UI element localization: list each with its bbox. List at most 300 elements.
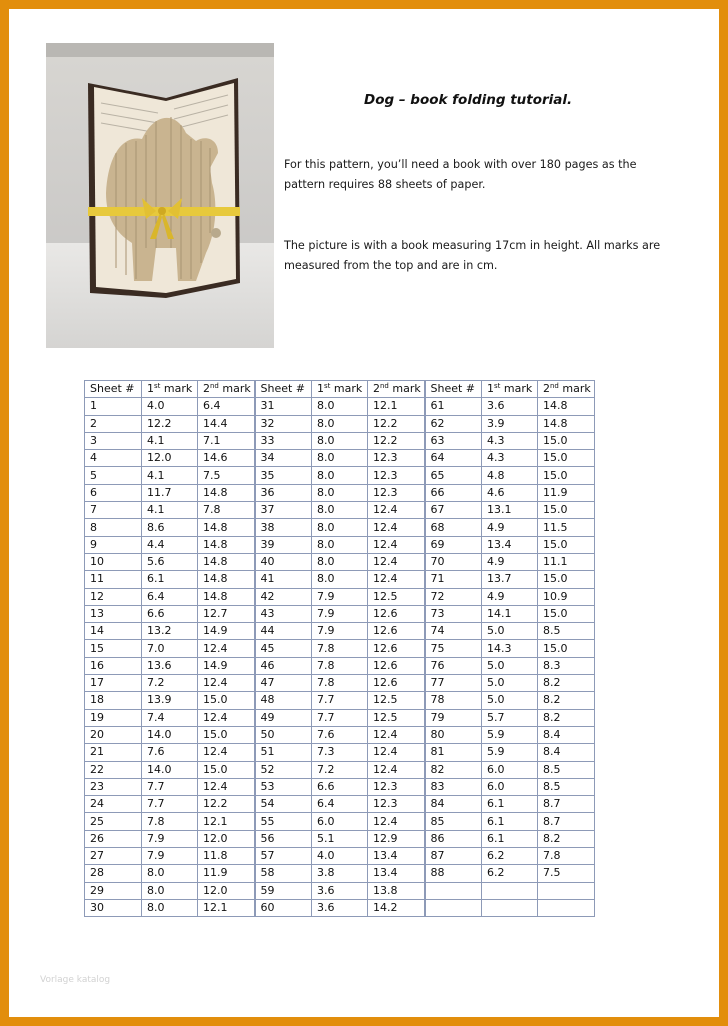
cell-first-mark: 11.7 xyxy=(142,484,198,501)
table-row xyxy=(85,519,595,536)
table-row xyxy=(85,675,595,692)
cell-second-mark: 12.4 xyxy=(368,519,425,536)
cell-sheet: 7 xyxy=(85,502,142,519)
cell-second-mark: 11.8 xyxy=(198,848,255,865)
cell-sheet: 61 xyxy=(425,398,482,415)
table-row xyxy=(85,796,595,813)
cell-sheet: 50 xyxy=(255,726,312,743)
cell-sheet: 36 xyxy=(255,484,312,501)
cell-sheet: 85 xyxy=(425,813,482,830)
cell-sheet: 66 xyxy=(425,484,482,501)
cell-first-mark: 4.3 xyxy=(482,432,538,449)
cell-sheet: 65 xyxy=(425,467,482,484)
cell-second-mark: 8.7 xyxy=(538,796,595,813)
cell-first-mark: 6.1 xyxy=(482,796,538,813)
cell-first-mark: 5.0 xyxy=(482,675,538,692)
cell-sheet: 30 xyxy=(85,899,142,916)
cell-first-mark: 13.1 xyxy=(482,502,538,519)
header-second-mark: 2nd mark xyxy=(368,381,425,398)
cell-first-mark: 5.1 xyxy=(312,830,368,847)
cell-sheet: 28 xyxy=(85,865,142,882)
table-row xyxy=(85,640,595,657)
table-row xyxy=(85,761,595,778)
cell-sheet: 2 xyxy=(85,415,142,432)
cell-sheet: 47 xyxy=(255,675,312,692)
table-row xyxy=(85,432,595,449)
cell-sheet: 64 xyxy=(425,450,482,467)
cell-second-mark: 14.8 xyxy=(198,519,255,536)
table-row xyxy=(85,605,595,622)
cell-sheet: 67 xyxy=(425,502,482,519)
cell-sheet: 58 xyxy=(255,865,312,882)
cell-second-mark: 14.8 xyxy=(198,571,255,588)
cell-second-mark: 12.5 xyxy=(368,709,425,726)
cell-sheet: 16 xyxy=(85,657,142,674)
cell-sheet: 44 xyxy=(255,623,312,640)
cell-second-mark: 11.5 xyxy=(538,519,595,536)
cell-sheet: 54 xyxy=(255,796,312,813)
cell-sheet: 11 xyxy=(85,571,142,588)
table-row xyxy=(85,398,595,415)
cell-second-mark: 7.8 xyxy=(198,502,255,519)
cell-sheet: 24 xyxy=(85,796,142,813)
cell-first-mark: 12.2 xyxy=(142,415,198,432)
cell-sheet: 40 xyxy=(255,553,312,570)
cell-second-mark: 8.2 xyxy=(538,709,595,726)
cell-sheet: 57 xyxy=(255,848,312,865)
cell-second-mark: 12.9 xyxy=(368,830,425,847)
cell-second-mark: 12.5 xyxy=(368,692,425,709)
cell-sheet: 74 xyxy=(425,623,482,640)
folded-book-dog-photo xyxy=(46,43,274,348)
cell-second-mark: 8.2 xyxy=(538,675,595,692)
cell-sheet: 62 xyxy=(425,415,482,432)
header-first-mark: 1st mark xyxy=(142,381,198,398)
cell-sheet: 72 xyxy=(425,588,482,605)
cell-first-mark: 13.7 xyxy=(482,571,538,588)
cell-second-mark: 12.3 xyxy=(368,450,425,467)
cell-second-mark: 8.5 xyxy=(538,623,595,640)
cell-second-mark: 8.2 xyxy=(538,830,595,847)
cell-sheet: 86 xyxy=(425,830,482,847)
cell-second-mark: 8.7 xyxy=(538,813,595,830)
header-first-mark: 1st mark xyxy=(312,381,368,398)
cell-first-mark: 3.6 xyxy=(482,398,538,415)
cell-first-mark: 8.0 xyxy=(312,467,368,484)
cell-second-mark: 15.0 xyxy=(538,536,595,553)
cell-first-mark: 6.6 xyxy=(312,778,368,795)
cell-first-mark: 8.0 xyxy=(312,553,368,570)
book-photo-illustration xyxy=(46,43,274,348)
cell-sheet: 33 xyxy=(255,432,312,449)
cell-second-mark: 15.0 xyxy=(538,432,595,449)
cell-first-mark: 8.0 xyxy=(312,398,368,415)
cell-first-mark: 7.2 xyxy=(142,675,198,692)
cell-sheet: 69 xyxy=(425,536,482,553)
cell-sheet: 84 xyxy=(425,796,482,813)
cell-second-mark: 12.4 xyxy=(368,813,425,830)
cell-first-mark: 3.8 xyxy=(312,865,368,882)
table-row xyxy=(85,450,595,467)
cell-first-mark: 6.4 xyxy=(312,796,368,813)
cell-first-mark: 3.6 xyxy=(312,899,368,916)
cell-first-mark: 7.0 xyxy=(142,640,198,657)
cell-sheet: 26 xyxy=(85,830,142,847)
cell-sheet: 71 xyxy=(425,571,482,588)
cell-second-mark: 11.9 xyxy=(538,484,595,501)
cell-first-mark: 4.8 xyxy=(482,467,538,484)
cell-second-mark: 14.6 xyxy=(198,450,255,467)
cell-sheet: 49 xyxy=(255,709,312,726)
cell-second-mark: 12.1 xyxy=(198,899,255,916)
table-row xyxy=(85,899,595,916)
cell-sheet: 20 xyxy=(85,726,142,743)
header-sheet: Sheet # xyxy=(85,381,142,398)
folding-pattern-table xyxy=(84,380,595,917)
cell-second-mark: 12.6 xyxy=(368,605,425,622)
cell-sheet: 76 xyxy=(425,657,482,674)
cell-second-mark: 14.2 xyxy=(368,899,425,916)
cell-first-mark: 4.1 xyxy=(142,502,198,519)
cell-first-mark: 7.4 xyxy=(142,709,198,726)
cell-sheet: 55 xyxy=(255,813,312,830)
cell-second-mark: 12.3 xyxy=(368,796,425,813)
cell-sheet: 1 xyxy=(85,398,142,415)
cell-first-mark: 6.0 xyxy=(482,778,538,795)
cell-second-mark: 15.0 xyxy=(538,571,595,588)
cell-first-mark: 8.0 xyxy=(312,432,368,449)
cell-first-mark: 4.9 xyxy=(482,588,538,605)
cell-sheet xyxy=(425,882,482,899)
cell-first-mark: 7.7 xyxy=(142,796,198,813)
cell-first-mark: 6.0 xyxy=(482,761,538,778)
cell-first-mark: 4.4 xyxy=(142,536,198,553)
cell-second-mark xyxy=(538,899,595,916)
cell-sheet: 48 xyxy=(255,692,312,709)
cell-second-mark: 13.4 xyxy=(368,865,425,882)
cell-first-mark: 13.6 xyxy=(142,657,198,674)
cell-first-mark: 7.7 xyxy=(312,709,368,726)
cell-first-mark: 7.9 xyxy=(142,848,198,865)
cell-first-mark: 4.9 xyxy=(482,519,538,536)
cell-sheet: 5 xyxy=(85,467,142,484)
cell-first-mark: 6.0 xyxy=(312,813,368,830)
cell-second-mark: 12.7 xyxy=(198,605,255,622)
cell-second-mark: 8.3 xyxy=(538,657,595,674)
cell-second-mark: 12.4 xyxy=(368,726,425,743)
cell-first-mark: 6.6 xyxy=(142,605,198,622)
cell-first-mark: 5.0 xyxy=(482,692,538,709)
cell-first-mark: 6.1 xyxy=(142,571,198,588)
cell-sheet: 37 xyxy=(255,502,312,519)
cell-second-mark: 14.8 xyxy=(538,415,595,432)
cell-sheet: 75 xyxy=(425,640,482,657)
cell-sheet: 83 xyxy=(425,778,482,795)
cell-second-mark: 15.0 xyxy=(538,467,595,484)
cell-sheet: 6 xyxy=(85,484,142,501)
cell-second-mark: 12.4 xyxy=(198,640,255,657)
cell-second-mark: 12.6 xyxy=(368,657,425,674)
cell-sheet: 31 xyxy=(255,398,312,415)
cell-second-mark: 11.9 xyxy=(198,865,255,882)
cell-sheet: 79 xyxy=(425,709,482,726)
table-row xyxy=(85,657,595,674)
table-row xyxy=(85,848,595,865)
cell-first-mark: 7.9 xyxy=(312,623,368,640)
cell-sheet: 32 xyxy=(255,415,312,432)
cell-first-mark: 5.7 xyxy=(482,709,538,726)
cell-sheet: 22 xyxy=(85,761,142,778)
cell-second-mark: 13.4 xyxy=(368,848,425,865)
table-row xyxy=(85,467,595,484)
cell-first-mark xyxy=(482,882,538,899)
cell-first-mark: 7.6 xyxy=(312,726,368,743)
cell-sheet: 25 xyxy=(85,813,142,830)
cell-second-mark: 6.4 xyxy=(198,398,255,415)
cell-first-mark: 14.3 xyxy=(482,640,538,657)
cell-second-mark: 12.4 xyxy=(368,571,425,588)
cell-first-mark: 7.8 xyxy=(312,675,368,692)
cell-second-mark: 12.4 xyxy=(198,778,255,795)
cell-second-mark: 15.0 xyxy=(538,605,595,622)
table-row xyxy=(85,692,595,709)
cell-second-mark: 8.4 xyxy=(538,726,595,743)
cell-sheet: 12 xyxy=(85,588,142,605)
cell-sheet: 10 xyxy=(85,553,142,570)
cell-second-mark: 12.4 xyxy=(368,502,425,519)
cell-first-mark: 8.0 xyxy=(142,865,198,882)
cell-sheet: 34 xyxy=(255,450,312,467)
cell-sheet: 19 xyxy=(85,709,142,726)
cell-second-mark: 12.4 xyxy=(198,709,255,726)
cell-first-mark: 4.1 xyxy=(142,467,198,484)
table-row xyxy=(85,484,595,501)
cell-first-mark: 8.6 xyxy=(142,519,198,536)
cell-sheet: 9 xyxy=(85,536,142,553)
cell-sheet: 87 xyxy=(425,848,482,865)
cell-second-mark: 12.2 xyxy=(368,432,425,449)
cell-first-mark: 8.0 xyxy=(312,536,368,553)
cell-first-mark: 14.0 xyxy=(142,761,198,778)
cell-sheet: 60 xyxy=(255,899,312,916)
cell-sheet: 70 xyxy=(425,553,482,570)
cell-second-mark: 15.0 xyxy=(538,450,595,467)
cell-sheet: 14 xyxy=(85,623,142,640)
cell-first-mark: 5.0 xyxy=(482,623,538,640)
table-header-row xyxy=(85,381,595,398)
cell-first-mark: 8.0 xyxy=(142,882,198,899)
cell-second-mark: 10.9 xyxy=(538,588,595,605)
cell-second-mark: 14.8 xyxy=(198,588,255,605)
cell-second-mark: 7.1 xyxy=(198,432,255,449)
cell-second-mark: 12.3 xyxy=(368,778,425,795)
cell-second-mark: 7.5 xyxy=(198,467,255,484)
cell-first-mark: 4.6 xyxy=(482,484,538,501)
cell-second-mark: 8.4 xyxy=(538,744,595,761)
cell-sheet: 41 xyxy=(255,571,312,588)
cell-second-mark: 12.6 xyxy=(368,640,425,657)
table-row xyxy=(85,830,595,847)
cell-sheet: 52 xyxy=(255,761,312,778)
cell-second-mark: 8.5 xyxy=(538,778,595,795)
cell-first-mark: 7.7 xyxy=(312,692,368,709)
cell-first-mark: 7.9 xyxy=(312,605,368,622)
cell-first-mark: 8.0 xyxy=(142,899,198,916)
cell-second-mark: 15.0 xyxy=(198,726,255,743)
cell-first-mark: 13.9 xyxy=(142,692,198,709)
table-row xyxy=(85,726,595,743)
cell-second-mark: 11.1 xyxy=(538,553,595,570)
cell-first-mark: 8.0 xyxy=(312,484,368,501)
cell-sheet: 17 xyxy=(85,675,142,692)
cell-first-mark: 6.2 xyxy=(482,865,538,882)
cell-first-mark: 3.9 xyxy=(482,415,538,432)
cell-first-mark: 8.0 xyxy=(312,415,368,432)
cell-second-mark: 15.0 xyxy=(538,502,595,519)
cell-second-mark: 12.4 xyxy=(368,536,425,553)
cell-second-mark: 12.0 xyxy=(198,882,255,899)
cell-second-mark: 12.0 xyxy=(198,830,255,847)
cell-sheet: 27 xyxy=(85,848,142,865)
cell-first-mark: 7.2 xyxy=(312,761,368,778)
cell-sheet: 15 xyxy=(85,640,142,657)
cell-first-mark: 7.8 xyxy=(312,657,368,674)
cell-second-mark: 8.5 xyxy=(538,761,595,778)
cell-sheet: 59 xyxy=(255,882,312,899)
watermark-text: Vorlage katalog xyxy=(40,975,111,985)
cell-sheet: 46 xyxy=(255,657,312,674)
cell-second-mark: 14.9 xyxy=(198,623,255,640)
cell-second-mark: 12.4 xyxy=(368,744,425,761)
header-second-mark: 2nd mark xyxy=(538,381,595,398)
cell-sheet: 4 xyxy=(85,450,142,467)
cell-sheet: 68 xyxy=(425,519,482,536)
table-row xyxy=(85,536,595,553)
cell-sheet: 88 xyxy=(425,865,482,882)
cell-first-mark: 8.0 xyxy=(312,502,368,519)
cell-first-mark: 7.9 xyxy=(312,588,368,605)
cell-second-mark: 14.8 xyxy=(198,553,255,570)
cell-second-mark: 14.8 xyxy=(198,536,255,553)
cell-second-mark: 12.2 xyxy=(368,415,425,432)
cell-first-mark: 13.4 xyxy=(482,536,538,553)
table-row xyxy=(85,865,595,882)
cell-second-mark: 12.4 xyxy=(198,744,255,761)
cell-sheet: 53 xyxy=(255,778,312,795)
table-row xyxy=(85,588,595,605)
cell-sheet: 51 xyxy=(255,744,312,761)
cell-first-mark: 7.8 xyxy=(312,640,368,657)
cell-second-mark: 15.0 xyxy=(198,692,255,709)
cell-sheet: 38 xyxy=(255,519,312,536)
cell-first-mark: 3.6 xyxy=(312,882,368,899)
table-body xyxy=(85,398,595,917)
cell-first-mark: 8.0 xyxy=(312,519,368,536)
cell-first-mark: 6.4 xyxy=(142,588,198,605)
cell-first-mark: 5.9 xyxy=(482,726,538,743)
header-sheet: Sheet # xyxy=(425,381,482,398)
cell-second-mark: 12.4 xyxy=(198,675,255,692)
cell-second-mark: 12.6 xyxy=(368,675,425,692)
cell-sheet: 43 xyxy=(255,605,312,622)
cell-second-mark: 7.5 xyxy=(538,865,595,882)
cell-second-mark xyxy=(538,882,595,899)
cell-sheet: 81 xyxy=(425,744,482,761)
cell-second-mark: 12.2 xyxy=(198,796,255,813)
table-row xyxy=(85,553,595,570)
measurement-paragraph: The picture is with a book measuring 17cm in height. All marks are measured from the top and are in cm. xyxy=(284,239,661,272)
cell-second-mark: 12.4 xyxy=(368,761,425,778)
cell-sheet: 42 xyxy=(255,588,312,605)
cell-first-mark: 6.2 xyxy=(482,848,538,865)
table-row xyxy=(85,882,595,899)
cell-sheet: 39 xyxy=(255,536,312,553)
cell-first-mark: 4.0 xyxy=(142,398,198,415)
cell-sheet: 63 xyxy=(425,432,482,449)
cell-first-mark: 7.6 xyxy=(142,744,198,761)
cell-second-mark: 12.3 xyxy=(368,484,425,501)
cell-sheet: 80 xyxy=(425,726,482,743)
cell-first-mark: 7.3 xyxy=(312,744,368,761)
cell-sheet: 78 xyxy=(425,692,482,709)
cell-first-mark: 6.1 xyxy=(482,813,538,830)
cell-sheet: 21 xyxy=(85,744,142,761)
cell-second-mark: 12.1 xyxy=(368,398,425,415)
cell-first-mark: 4.3 xyxy=(482,450,538,467)
cell-first-mark: 8.0 xyxy=(312,450,368,467)
cell-sheet: 29 xyxy=(85,882,142,899)
cell-second-mark: 8.2 xyxy=(538,692,595,709)
cell-sheet: 23 xyxy=(85,778,142,795)
cell-second-mark: 15.0 xyxy=(198,761,255,778)
cell-first-mark xyxy=(482,899,538,916)
cell-sheet: 45 xyxy=(255,640,312,657)
header-first-mark: 1st mark xyxy=(482,381,538,398)
cell-first-mark: 14.0 xyxy=(142,726,198,743)
cell-second-mark: 14.8 xyxy=(198,484,255,501)
intro-paragraph: For this pattern, you’ll need a book with over 180 pages as the pattern requires 88 sheets of paper. xyxy=(284,158,637,191)
cell-sheet: 8 xyxy=(85,519,142,536)
cell-second-mark: 7.8 xyxy=(538,848,595,865)
cell-first-mark: 4.0 xyxy=(312,848,368,865)
cell-second-mark: 12.4 xyxy=(368,553,425,570)
cell-second-mark: 14.8 xyxy=(538,398,595,415)
cell-second-mark: 15.0 xyxy=(538,640,595,657)
cell-second-mark: 12.3 xyxy=(368,467,425,484)
table-row xyxy=(85,623,595,640)
cell-sheet: 56 xyxy=(255,830,312,847)
cell-first-mark: 7.8 xyxy=(142,813,198,830)
document-title: Dog – book folding tutorial. xyxy=(364,92,573,108)
cell-first-mark: 7.9 xyxy=(142,830,198,847)
cell-second-mark: 14.9 xyxy=(198,657,255,674)
cell-first-mark: 8.0 xyxy=(312,571,368,588)
cell-second-mark: 12.6 xyxy=(368,623,425,640)
cell-sheet: 3 xyxy=(85,432,142,449)
cell-sheet: 35 xyxy=(255,467,312,484)
cell-first-mark: 5.9 xyxy=(482,744,538,761)
cell-first-mark: 12.0 xyxy=(142,450,198,467)
cell-sheet: 82 xyxy=(425,761,482,778)
table-row xyxy=(85,571,595,588)
cell-first-mark: 5.0 xyxy=(482,657,538,674)
cell-sheet: 73 xyxy=(425,605,482,622)
cell-first-mark: 4.1 xyxy=(142,432,198,449)
cell-sheet: 13 xyxy=(85,605,142,622)
marks-table xyxy=(84,380,595,917)
table-row xyxy=(85,813,595,830)
table-row xyxy=(85,709,595,726)
